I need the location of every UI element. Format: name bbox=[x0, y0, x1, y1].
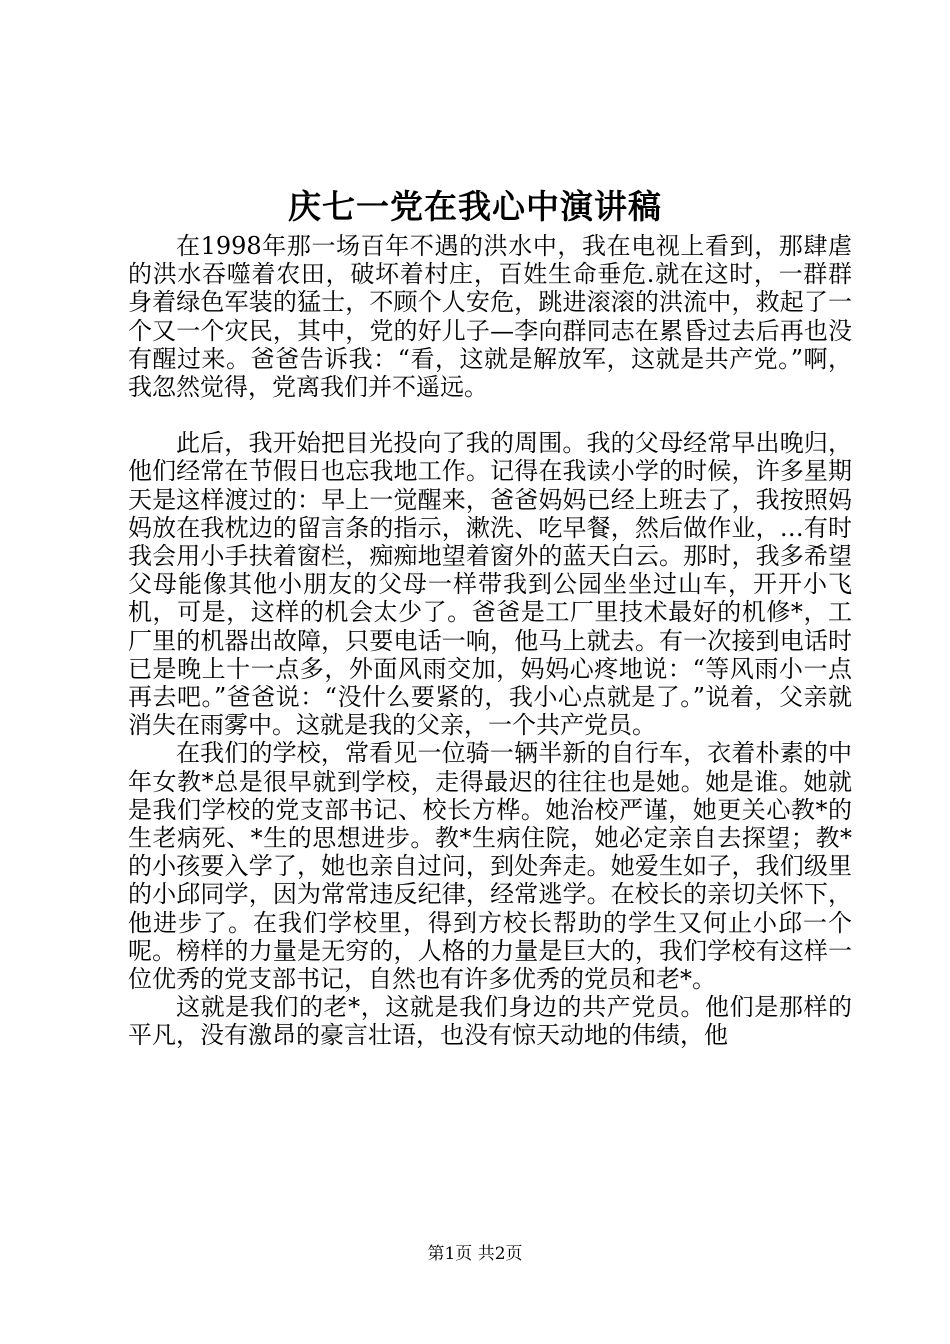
paragraph-1: 在1998年那一场百年不遇的洪水中，我在电视上看到，那肆虐的洪水吞噬着农田，破坏着村庄，百姓生命垂危.就在这时，一群群身着绿色军装的猛士，不顾个人安危，跳进滚滚的洪流中，救起了一个又一个灾民，其中，党的好儿子—李向群同志在累昏过去后再也没有醒过来。爸爸告诉我：“看，这就是解放军，这就是共产党。”啊，我忽然觉得，党离我们并不遥远。 bbox=[128, 232, 852, 402]
page-footer: 第1页 共2页 bbox=[427, 1244, 523, 1264]
paragraph-4: 这就是我们的老*，这就是我们身边的共产党员。他们是那样的平凡，没有激昂的豪言壮语，也没有惊天动地的伟绩，他 bbox=[128, 993, 852, 1050]
paragraph-3: 在我们的学校，常看见一位骑一辆半新的自行车，衣着朴素的中年女教*总是很早就到学校，走得最迟的往往也是她。她是谁。她就是我们学校的党支部书记、校长方桦。她治校严谨，她更关心教*的生老病死、*生的思想进步。教*生病住院，她必定亲自去探望；教*的小孩要入学了，她也亲自过问，到处奔走。她爱生如子，我们级里的小邱同学，因为常常违反纪律，经常逃学。在校长的亲切关怀下，他进步了。在我们学校里，得到方校长帮助的学生又何止小邱一个呢。榜样的力量是无穷的，人格的力量是巨大的，我们学校有这样一位优秀的党支部书记，自然也有许多优秀的党员和老*。 bbox=[128, 739, 852, 994]
document-body bbox=[128, 232, 852, 1050]
paragraph-spacer bbox=[128, 401, 852, 429]
document-title: 庆七一党在我心中演讲稿 bbox=[288, 187, 662, 226]
paragraph-2: 此后，我开始把目光投向了我的周围。我的父母经常早出晚归，他们经常在节假日也忘我地工作。记得在我读小学的时候，许多星期天是这样渡过的：早上一觉醒来，爸爸妈妈已经上班去了，我按照妈妈放在我枕边的留言条的指示，漱洗、吃早餐，然后做作业，…有时我会用小手扶着窗栏，痴痴地望着窗外的蓝天白云。那时，我多希望父母能像其他小朋友的父母一样带我到公园坐坐过山车，开开小飞机，可是，这样的机会太少了。爸爸是工厂里技术最好的机修*，工厂里的机器出故障，只要电话一响，他马上就去。有一次接到电话时已是晚上十一点多，外面风雨交加，妈妈心疼地说：“等风雨小一点再去吧。”爸爸说：“没什么要紧的，我小心点就是了。”说着，父亲就消失在雨雾中。这就是我的父亲，一个共产党员。 bbox=[128, 429, 852, 740]
